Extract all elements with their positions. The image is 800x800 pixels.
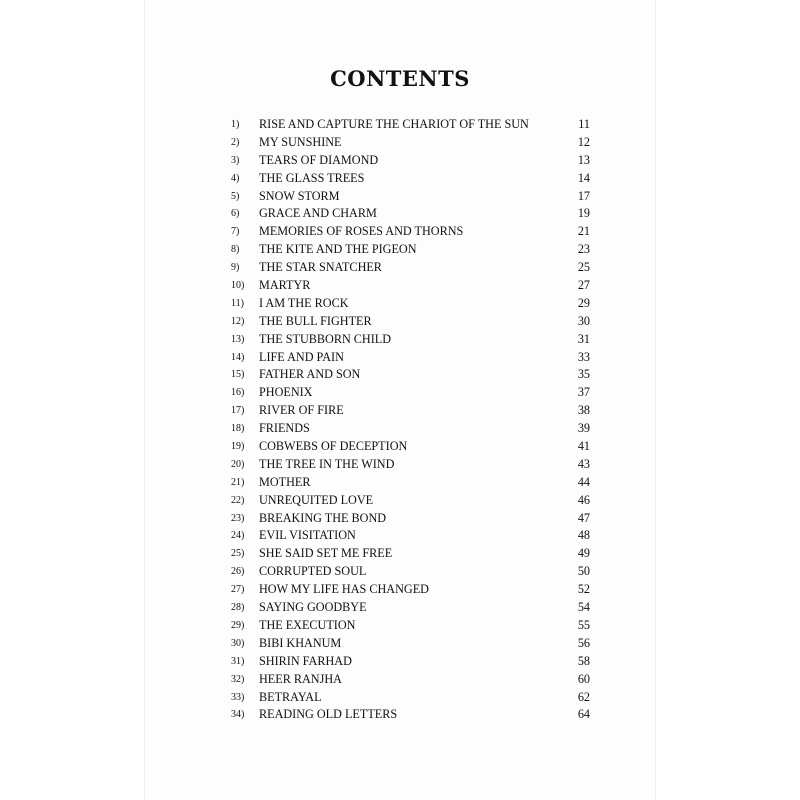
entry-page-number: 55 [577, 617, 590, 632]
entry-number: 24) [231, 530, 245, 542]
entry-title: MOTHER [259, 474, 311, 489]
entry-number: 25) [231, 548, 245, 560]
entry-title: BIBI KHANUM [259, 635, 342, 650]
toc-entry [0, 116, 800, 134]
entry-title: HOW MY LIFE HAS CHANGED [259, 582, 429, 597]
entry-number: 29) [231, 619, 245, 631]
entry-number: 17) [231, 405, 245, 417]
toc-entry [0, 295, 800, 313]
entry-page-number: 46 [577, 492, 590, 507]
entry-page-number: 49 [577, 546, 590, 561]
entry-page-number: 21 [577, 224, 590, 239]
entry-page-number: 41 [577, 439, 590, 454]
entry-title: TEARS OF DIAMOND [259, 152, 379, 167]
toc-entry [0, 349, 800, 367]
entry-title: THE KITE AND THE PIGEON [259, 242, 417, 257]
entry-page-number: 23 [577, 242, 590, 257]
entry-number: 2) [231, 136, 240, 148]
entry-number: 10) [231, 280, 245, 292]
entry-title: THE TREE IN THE WIND [259, 456, 395, 471]
toc-entry [0, 205, 800, 223]
entry-page-number: 29 [577, 295, 590, 310]
entry-number: 4) [231, 172, 240, 184]
entry-page-number: 62 [577, 689, 590, 704]
entry-page-number: 48 [577, 528, 590, 543]
entry-title: READING OLD LETTERS [259, 707, 398, 722]
table-of-contents [0, 116, 800, 724]
entry-title: MEMORIES OF ROSES AND THORNS [259, 224, 464, 239]
entry-number: 34) [231, 709, 245, 721]
entry-title: GRACE AND CHARM [259, 206, 377, 221]
toc-entry [0, 402, 800, 420]
entry-number: 21) [231, 476, 245, 488]
entry-number: 22) [231, 494, 245, 506]
entry-number: 23) [231, 512, 245, 524]
entry-number: 19) [231, 441, 245, 453]
entry-page-number: 33 [577, 349, 590, 364]
toc-entry [0, 331, 800, 349]
entry-number: 11) [231, 297, 244, 309]
toc-entry [0, 420, 800, 438]
toc-entry [0, 563, 800, 581]
entry-number: 32) [231, 673, 245, 685]
entry-title: RISE AND CAPTURE THE CHARIOT OF THE SUN [259, 117, 529, 131]
entry-number: 18) [231, 423, 245, 435]
entry-title: BETRAYAL [259, 689, 322, 704]
entry-number: 6) [231, 208, 240, 220]
page-title: CONTENTS [330, 66, 470, 91]
entry-page-number: 37 [577, 385, 590, 400]
entry-title: MY SUNSHINE [259, 134, 342, 149]
entry-number: 31) [231, 655, 245, 667]
entry-title: SNOW STORM [259, 188, 340, 203]
toc-entry [0, 671, 800, 689]
entry-number: 33) [231, 691, 245, 703]
entry-page-number: 19 [577, 206, 590, 221]
entry-title: RIVER OF FIRE [259, 403, 344, 418]
entry-page-number: 11 [578, 117, 590, 131]
entry-title: FATHER AND SON [259, 367, 361, 382]
entry-title: LIFE AND PAIN [259, 349, 344, 364]
entry-title: MARTYR [259, 278, 311, 293]
entry-number: 1) [231, 119, 240, 130]
entry-page-number: 60 [577, 671, 590, 686]
toc-entry [0, 241, 800, 259]
entry-title: UNREQUITED LOVE [259, 492, 374, 507]
entry-title: BREAKING THE BOND [259, 510, 387, 525]
toc-entry [0, 366, 800, 384]
entry-title: EVIL VISITATION [259, 528, 356, 543]
entry-page-number: 14 [577, 170, 590, 185]
entry-number: 28) [231, 602, 245, 614]
toc-entry [0, 438, 800, 456]
entry-page-number: 64 [577, 707, 590, 722]
toc-entry [0, 635, 800, 653]
toc-entry [0, 170, 800, 188]
entry-title: SHE SAID SET ME FREE [259, 546, 393, 561]
entry-page-number: 58 [577, 653, 590, 668]
entry-title: I AM THE ROCK [259, 295, 349, 310]
entry-page-number: 25 [577, 260, 590, 275]
toc-entry [0, 474, 800, 492]
entry-number: 8) [231, 244, 240, 256]
entry-page-number: 13 [577, 152, 590, 167]
toc-entry [0, 689, 800, 707]
entry-title: THE EXECUTION [259, 617, 356, 632]
entry-page-number: 43 [577, 456, 590, 471]
entry-number: 15) [231, 369, 245, 381]
toc-entry [0, 223, 800, 241]
entry-page-number: 44 [577, 474, 590, 489]
entry-number: 13) [231, 333, 245, 345]
toc-entry [0, 581, 800, 599]
toc-entry [0, 188, 800, 206]
entry-page-number: 39 [577, 421, 590, 436]
entry-page-number: 27 [577, 278, 590, 293]
entry-page-number: 52 [577, 582, 590, 597]
entry-title: SAYING GOODBYE [259, 600, 367, 615]
entry-number: 9) [231, 262, 240, 274]
entry-title: COBWEBS OF DECEPTION [259, 439, 408, 454]
entry-page-number: 56 [577, 635, 590, 650]
entry-number: 20) [231, 458, 245, 470]
toc-entry [0, 617, 800, 635]
toc-entry [0, 510, 800, 528]
entry-number: 12) [231, 315, 245, 327]
entry-title: CORRUPTED SOUL [259, 564, 367, 579]
toc-entry [0, 134, 800, 152]
toc-entry [0, 599, 800, 617]
entry-page-number: 35 [577, 367, 590, 382]
entry-page-number: 12 [577, 134, 590, 149]
entry-page-number: 30 [577, 313, 590, 328]
toc-entry [0, 456, 800, 474]
entry-title: THE STUBBORN CHILD [259, 331, 392, 346]
toc-entry [0, 653, 800, 671]
entry-number: 16) [231, 387, 245, 399]
entry-title: THE BULL FIGHTER [259, 313, 372, 328]
toc-entry [0, 152, 800, 170]
entry-title: HEER RANJHA [259, 671, 342, 686]
entry-page-number: 54 [577, 600, 590, 615]
entry-title: FRIENDS [259, 421, 310, 436]
toc-entry [0, 259, 800, 277]
toc-entry [0, 706, 800, 724]
entry-number: 26) [231, 566, 245, 578]
toc-entry [0, 384, 800, 402]
entry-title: SHIRIN FARHAD [259, 653, 352, 668]
entry-number: 5) [231, 190, 240, 202]
entry-title: THE GLASS TREES [259, 170, 365, 185]
entry-page-number: 17 [577, 188, 590, 203]
toc-entry [0, 313, 800, 331]
entry-number: 7) [231, 226, 240, 238]
entry-number: 14) [231, 351, 245, 363]
toc-entry [0, 545, 800, 563]
entry-number: 30) [231, 637, 245, 649]
entry-page-number: 50 [577, 564, 590, 579]
entry-page-number: 38 [577, 403, 590, 418]
toc-entry [0, 527, 800, 545]
toc-entry [0, 277, 800, 295]
toc-entry [0, 492, 800, 510]
entry-title: THE STAR SNATCHER [259, 260, 382, 275]
entry-page-number: 47 [577, 510, 590, 525]
entry-number: 3) [231, 154, 240, 166]
entry-page-number: 31 [577, 331, 590, 346]
entry-title: PHOENIX [259, 385, 313, 400]
entry-number: 27) [231, 584, 245, 596]
